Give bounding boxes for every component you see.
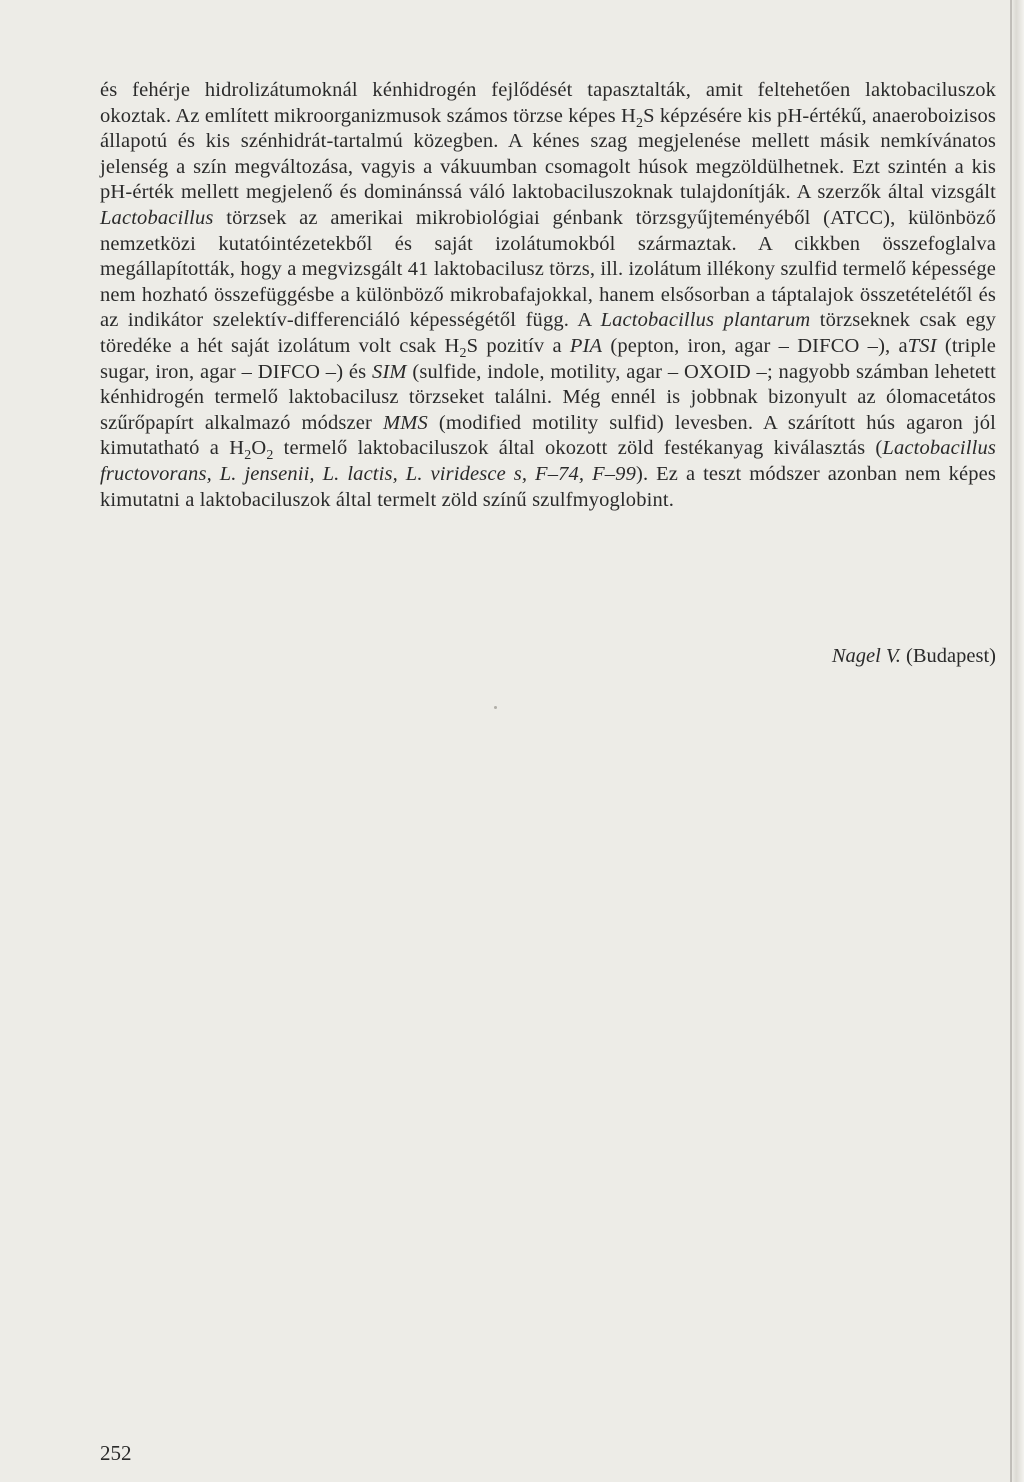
text-run: S képzésére kis pH-értékű, anaeroboizisos állapotú és kis szénhidrát-tartalmú közegben. A kénes szag megjelenése mellett másik nemkívánatos jelenség a szín megváltozása, vagyis a vákuumban csomagolt húsok megzöldülhetnek. Ezt szintén a kis pH-érték mellett megjelenő és dominánssá váló laktobaciluszoknak tulajdonítják. A szerzők által vizsgált [100, 104, 996, 204]
italic-run: SIM [372, 360, 407, 383]
italic-run: Lactobacillus fructovorans, L. jensenii, L. lactis, L. viridesce s, F–74, F–99 [100, 437, 996, 485]
article-paragraph [100, 78, 996, 513]
text-run: törzsek az amerikai mikrobiológiai génbank törzsgyűjteményéből (ATCC), különböző nemzetközi kutatóintézetekből és saját izolátumokból származtak. A cikkben összefoglalva megállapították, hogy a megvizsgált 41 laktobacilusz törzs, ill. izolátum illékony szulfid termelő képessége nem hozható összefüggésbe a különböző mikrobafajokkal, hanem elsősorban a táptalajok összetételétől és az indikátor szelektív-differenciáló képességétől függ. A [100, 206, 996, 332]
text-run: törzseknek csak egy töredéke a hét saját izolátum volt csak H [100, 309, 996, 357]
author-name: Nagel V. [831, 645, 901, 667]
text-run: és fehérje hidrolizátumoknál kénhidrogén fejlődését tapasztalták, amit feltehetően laktobaciluszok okoztak. Az említett mikroorganizmusok számos törzse képes H [100, 79, 996, 127]
text-run: (sulfide, indole, motility, agar – OXOID –; nagyobb számban lehetett kénhidrogén termelő laktobacilusz törzseket találni. Még ennél is jobbnak bizonyult az ólomacetátos szűrőpapírt alkalmazó módszer [100, 360, 996, 434]
text-run: O [251, 437, 267, 460]
author-location: (Budapest) [900, 645, 996, 667]
page-number: 252 [100, 1441, 132, 1465]
text-run: termelő laktobaciluszok által okozott zöld festékanyag kiválasztás ( [273, 437, 883, 460]
italic-run: Lactobacillus [100, 206, 214, 229]
subscript-run: 2 [244, 448, 252, 464]
text-run: (pepton, iron, agar – DIFCO –), a [602, 334, 908, 357]
page-edge-line [1010, 0, 1012, 1482]
text-run: (triple sugar, iron, agar – DIFCO –) és [100, 334, 997, 383]
italic-run: Lactobacillus plantarum [600, 309, 811, 332]
text-run: S pozitív a [466, 334, 570, 357]
subscript-run: 2 [459, 346, 467, 362]
italic-run: TSI [907, 334, 937, 357]
author-signature [100, 644, 996, 670]
text-run: (modified motility sulfid) levesben. A szárított hús agaron jól kimutatható a H [100, 411, 997, 460]
italic-run: MMS [383, 411, 428, 434]
subscript-run: 2 [635, 115, 644, 131]
italic-run: PIA [569, 334, 603, 357]
page-binding-edge [1010, 0, 1024, 1482]
text-run: ). Ez a teszt módszer azonban nem képes kimutatni a laktobaciluszok által termelt zöld színű szulfmyoglobint. [100, 462, 997, 511]
speck-mark [494, 706, 497, 709]
subscript-run: 2 [266, 448, 274, 464]
